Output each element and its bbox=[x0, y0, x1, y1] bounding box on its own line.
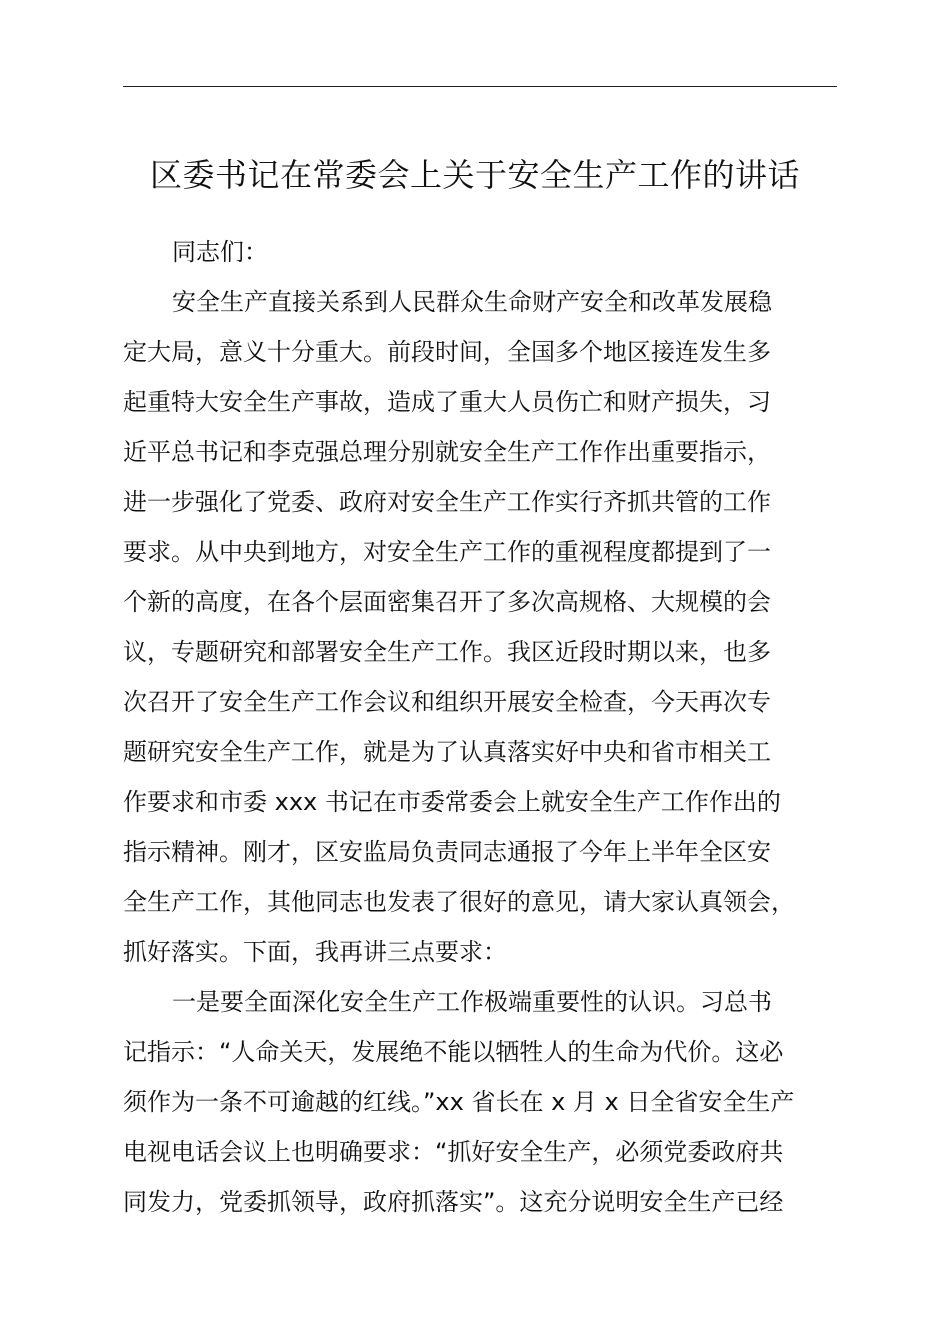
text-line: 电视电话会议上也明确要求：“抓好安全生产，必须党委政府共 bbox=[123, 1138, 784, 1166]
text-line: 个新的高度，在各个层面密集召开了多次高规格、大规模的会 bbox=[123, 588, 771, 616]
text-line: 抓好落实。下面，我再讲三点要求： bbox=[123, 938, 507, 966]
text-line: 题研究安全生产工作，就是为了认真落实好中央和省市相关工 bbox=[123, 738, 771, 766]
document-title: 区委书记在常委会上关于安全生产工作的讲话 bbox=[149, 156, 800, 194]
text-line: 全生产工作，其他同志也发表了很好的意见，请大家认真领会， bbox=[123, 888, 795, 916]
text-line: 同发力，党委抓领导，政府抓落实”。这充分说明安全生产已经 bbox=[123, 1188, 784, 1216]
header-rule bbox=[123, 86, 837, 87]
text-line: 议，专题研究和部署安全生产工作。我区近段时期以来，也多 bbox=[123, 638, 771, 666]
text-line: 作要求和市委 xxx 书记在市委常委会上就安全生产工作作出的 bbox=[123, 788, 781, 816]
text-line: 安全生产直接关系到人民群众生命财产安全和改革发展稳 bbox=[172, 288, 772, 316]
text-line: 近平总书记和李克强总理分别就安全生产工作作出重要指示， bbox=[123, 438, 771, 466]
text-line: 进一步强化了党委、政府对安全生产工作实行齐抓共管的工作 bbox=[123, 488, 771, 516]
text-line: 指示精神。刚才，区安监局负责同志通报了今年上半年全区安 bbox=[123, 838, 771, 866]
text-line: 要求。从中央到地方，对安全生产工作的重视程度都提到了一 bbox=[123, 538, 771, 566]
text-line: 记指示：“人命关天，发展绝不能以牺牲人的生命为代价。这必 bbox=[123, 1038, 784, 1066]
text-line: 起重特大安全生产事故，造成了重大人员伤亡和财产损失，习 bbox=[123, 388, 771, 416]
document-body bbox=[123, 227, 863, 1227]
text-line: 一是要全面深化安全生产工作极端重要性的认识。习总书 bbox=[172, 988, 772, 1016]
text-line: 定大局，意义十分重大。前段时间，全国多个地区接连发生多 bbox=[123, 338, 771, 366]
text-line: 同志们： bbox=[172, 238, 268, 266]
text-line: 次召开了安全生产工作会议和组织开展安全检查，今天再次专 bbox=[123, 688, 771, 716]
text-line: 须作为一条不可逾越的红线。”xx 省长在 x 月 x 日全省安全生产 bbox=[123, 1088, 795, 1116]
